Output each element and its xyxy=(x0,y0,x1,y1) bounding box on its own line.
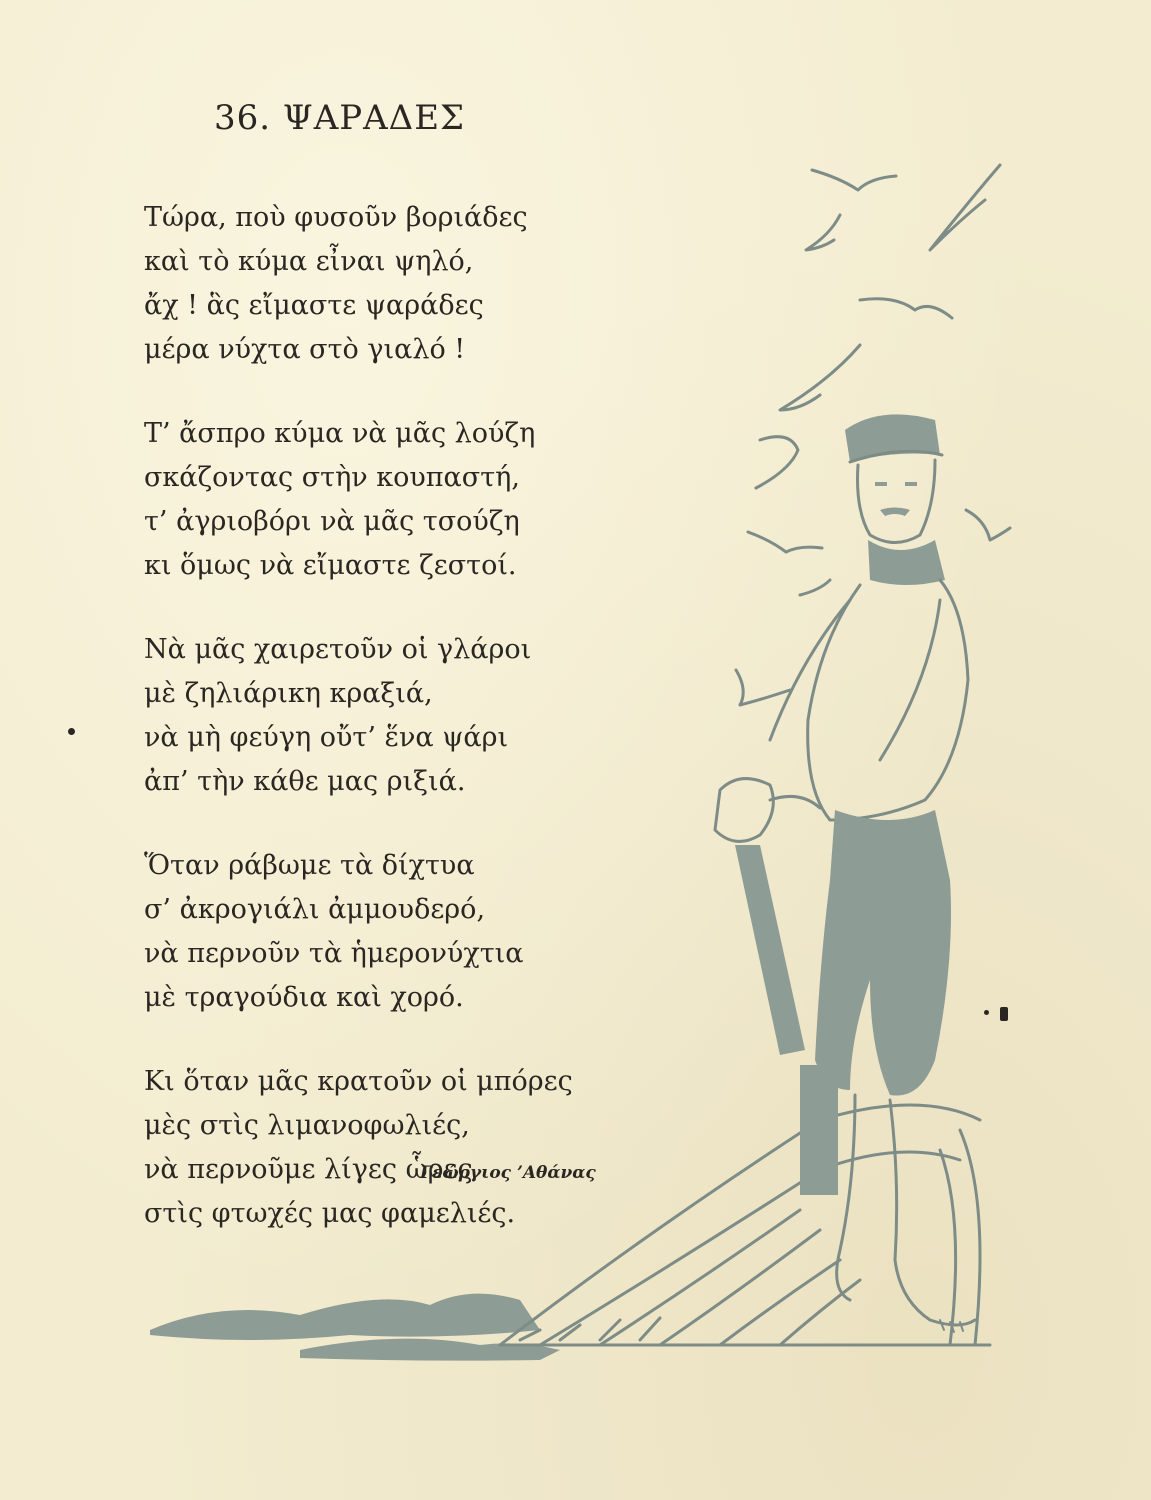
stanza-4 xyxy=(144,844,644,1020)
poem-line: μέρα νύχτα στὸ γιαλό ! xyxy=(144,334,466,365)
poem-line: ἄχ ! ἃς εἴμαστε ψαράδες xyxy=(144,290,484,321)
stanza-1 xyxy=(144,196,644,372)
poem-line: Τ’ ἄσπρο κύμα νὰ μᾶς λούζη xyxy=(144,418,536,449)
poem-line: σκάζοντας στὴν κουπαστή, xyxy=(144,462,520,493)
sea-waves xyxy=(150,1294,560,1361)
poem-line: νὰ περνοῦν τὰ ἡμερονύχτια xyxy=(144,938,524,969)
poem-line: ἀπ’ τὴν κάθε μας ριξιά. xyxy=(144,766,466,797)
poem-line: Ὅταν ράβωμε τὰ δίχτυα xyxy=(144,850,475,881)
poem-line: κι ὅμως νὰ εἴμαστε ζεστοί. xyxy=(144,550,517,581)
ink-speck xyxy=(984,1010,989,1015)
poem-line: νὰ μὴ φεύγη οὔτ’ ἕνα ψάρι xyxy=(144,722,509,753)
poem-line: μὲς στὶς λιμανοφωλιές, xyxy=(144,1110,470,1141)
poem-title: 36. ΨΑΡΑΔΕΣ xyxy=(214,98,466,138)
poem-line: Κι ὅταν μᾶς κρατοῦν οἱ μπόρες xyxy=(144,1066,573,1097)
poem-line: σ’ ἀκρογιάλι ἀμμουδερό, xyxy=(144,894,486,925)
poem-line: Τώρα, ποὺ φυσοῦν βοριάδες xyxy=(144,202,528,233)
poem-line: καὶ τὸ κύμα εἶναι ψηλό, xyxy=(144,246,474,277)
ink-speck xyxy=(68,728,75,735)
fisherman-figure xyxy=(715,414,975,1332)
poem-line: μὲ τραγούδια καὶ χορό. xyxy=(144,982,464,1013)
poem-line: νὰ περνοῦμε λίγες ὧρες xyxy=(144,1154,473,1185)
poem-line: στὶς φτωχές μας φαμελιές. xyxy=(144,1198,516,1229)
poem-author: Γεώργιος ’Αθάνας xyxy=(420,1163,596,1183)
poem-line: τ’ ἀγριοβόρι νὰ μᾶς τσούζη xyxy=(144,506,520,537)
poem-body xyxy=(144,196,644,1276)
poem-line: μὲ ζηλιάρικη κραξιά, xyxy=(144,678,433,709)
stanza-3 xyxy=(144,628,644,804)
ink-speck xyxy=(1000,1007,1008,1021)
stanza-2 xyxy=(144,412,644,588)
stanza-5 xyxy=(144,1060,644,1236)
poem-line: Νὰ μᾶς χαιρετοῦν οἱ γλάροι xyxy=(144,634,532,665)
